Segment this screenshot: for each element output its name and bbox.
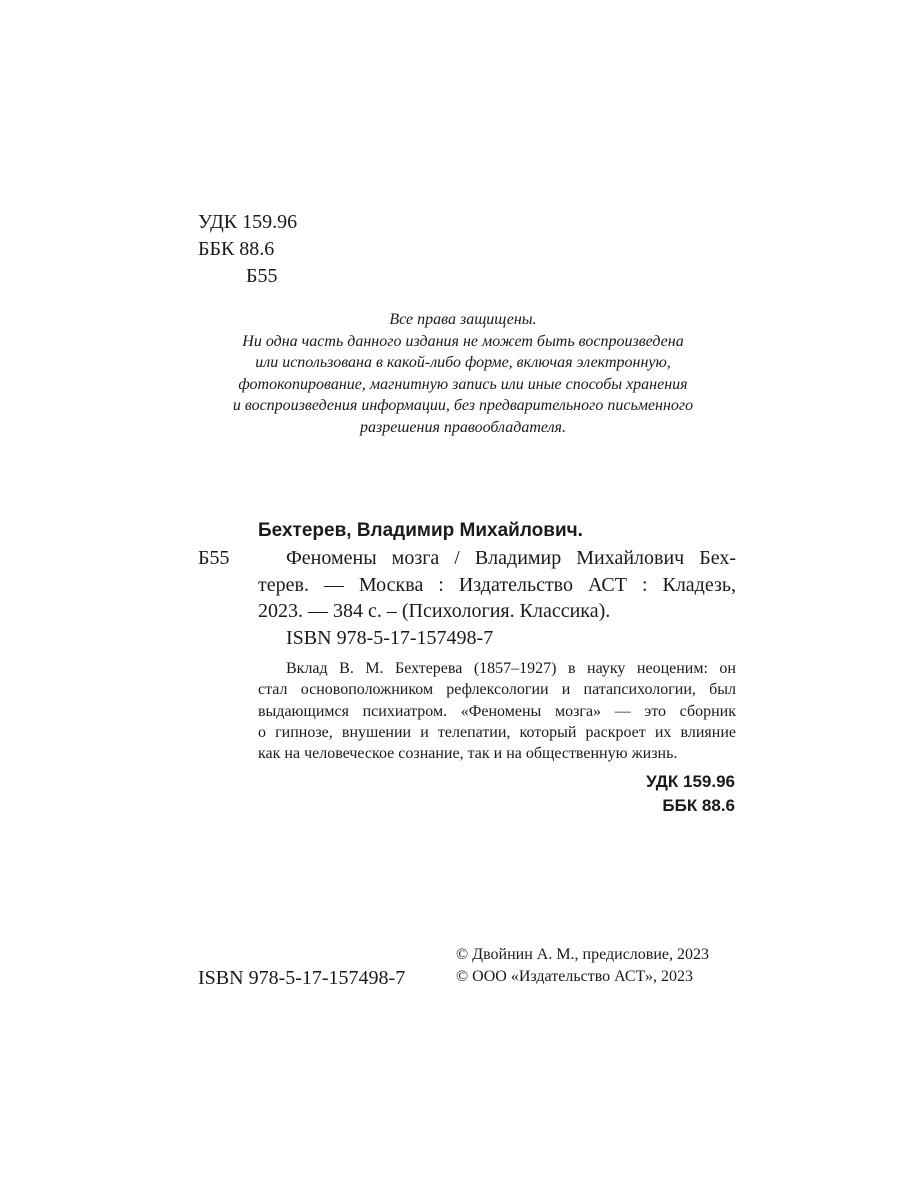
description-line: терев. — Москва : Издательство АСТ : Кладезь, bbox=[258, 573, 736, 596]
annotation-line: как на человеческое сознание, так и на общественную жизнь. bbox=[258, 745, 678, 763]
annotation-line: о гипнозе, внушении и телепатии, который раскроет их влияние bbox=[258, 723, 736, 741]
bbk-code-bottom: ББК 88.6 bbox=[662, 796, 735, 815]
author-mark: Б55 bbox=[246, 265, 278, 287]
bibliographic-isbn: ISBN 978-5-17-157498-7 bbox=[286, 627, 494, 649]
description-line: Феномены мозга / Владимир Михайлович Бех- bbox=[286, 547, 736, 569]
copyright-line: © Двойнин А. М., предисловие, 2023 bbox=[456, 946, 710, 963]
bibliographic-description bbox=[258, 545, 736, 625]
footer-isbn: ISBN 978-5-17-157498-7 bbox=[198, 967, 406, 989]
rights-line: разрешения правообладателя. bbox=[359, 418, 566, 436]
bibliographic-author: Бехтерев, Владимир Михайлович. bbox=[258, 520, 583, 541]
copyright-block bbox=[456, 944, 709, 988]
annotation-line: Вклад В. М. Бехтерева (1857–1927) в науку неоценим: он bbox=[286, 660, 736, 677]
rights-line: Все права защищены. bbox=[389, 311, 537, 328]
copyright-line: © ООО «Издательство АСТ», 2023 bbox=[456, 968, 693, 985]
classification-codes-top bbox=[198, 209, 297, 290]
annotation-line: выдающимся психиатром. «Феномены мозга» — это сборник bbox=[258, 702, 736, 720]
bibliographic-author-mark: Б55 bbox=[198, 547, 230, 569]
rights-line: или использована в какой-либо форме, включая электронную, bbox=[255, 354, 671, 371]
udk-code: УДК 159.96 bbox=[198, 211, 298, 233]
bbk-code: ББК 88.6 bbox=[198, 238, 275, 260]
annotation-line: стал основоположником рефлексологии и патапсихологии, был bbox=[258, 681, 736, 699]
classification-codes-bottom bbox=[646, 770, 735, 818]
rights-notice bbox=[150, 309, 776, 438]
annotation bbox=[258, 658, 736, 764]
rights-line: и воспроизведения информации, без предварительного письменного bbox=[232, 397, 694, 414]
udk-code-bottom: УДК 159.96 bbox=[646, 772, 735, 791]
rights-line: фотокопирование, магнитную запись или иные способы хранения bbox=[238, 375, 688, 393]
description-line: 2023. — 384 с. – (Психология. Классика). bbox=[258, 600, 611, 622]
rights-line: Ни одна часть данного издания не может быть воспроизведена bbox=[242, 332, 684, 350]
